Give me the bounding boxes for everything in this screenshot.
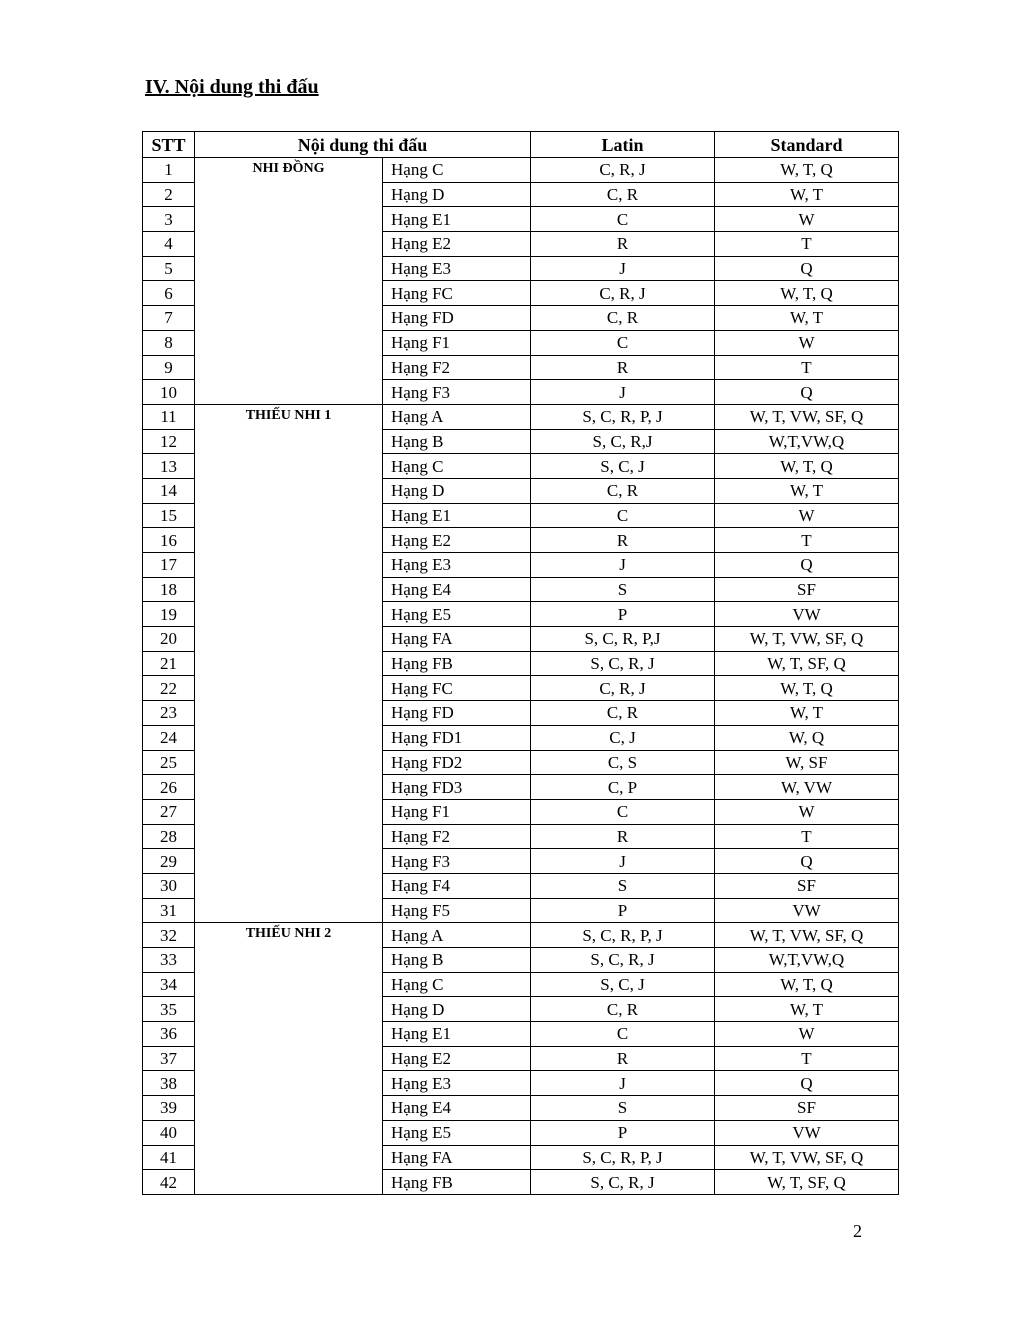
standard-cell: SF [715, 873, 899, 898]
latin-cell: C [531, 330, 715, 355]
standard-cell: W,T,VW,Q [715, 429, 899, 454]
latin-cell: C, R, J [531, 676, 715, 701]
standard-cell: T [715, 355, 899, 380]
stt-cell: 27 [143, 799, 195, 824]
latin-cell: R [531, 824, 715, 849]
stt-cell: 12 [143, 429, 195, 454]
class-cell: Hạng F2 [383, 355, 531, 380]
latin-cell: C, R [531, 306, 715, 331]
class-cell: Hạng F2 [383, 824, 531, 849]
latin-cell: S, C, R,J [531, 429, 715, 454]
standard-cell: VW [715, 1120, 899, 1145]
standard-cell: SF [715, 1096, 899, 1121]
latin-cell: S, C, R, P, J [531, 923, 715, 948]
class-cell: Hạng B [383, 948, 531, 973]
stt-cell: 14 [143, 478, 195, 503]
standard-cell: VW [715, 602, 899, 627]
standard-cell: SF [715, 577, 899, 602]
latin-cell: C [531, 503, 715, 528]
stt-cell: 24 [143, 725, 195, 750]
class-cell: Hạng E3 [383, 553, 531, 578]
class-cell: Hạng F1 [383, 330, 531, 355]
latin-cell: S, C, J [531, 972, 715, 997]
stt-cell: 32 [143, 923, 195, 948]
class-cell: Hạng F4 [383, 873, 531, 898]
class-cell: Hạng B [383, 429, 531, 454]
class-cell: Hạng FB [383, 1170, 531, 1195]
class-cell: Hạng FD [383, 306, 531, 331]
latin-cell: S, C, R, P, J [531, 1145, 715, 1170]
stt-cell: 3 [143, 207, 195, 232]
class-cell: Hạng E2 [383, 232, 531, 257]
latin-cell: P [531, 602, 715, 627]
standard-cell: T [715, 824, 899, 849]
class-cell: Hạng FD [383, 701, 531, 726]
class-cell: Hạng F3 [383, 849, 531, 874]
standard-cell: W [715, 799, 899, 824]
latin-cell: J [531, 380, 715, 405]
class-cell: Hạng E3 [383, 1071, 531, 1096]
standard-cell: W [715, 503, 899, 528]
header-content: Nội dung thi đấu [195, 132, 531, 158]
stt-cell: 5 [143, 256, 195, 281]
latin-cell: C, R, J [531, 158, 715, 183]
class-cell: Hạng FD2 [383, 750, 531, 775]
standard-cell: W [715, 207, 899, 232]
latin-cell: J [531, 553, 715, 578]
stt-cell: 29 [143, 849, 195, 874]
table-row [143, 404, 899, 429]
stt-cell: 21 [143, 651, 195, 676]
latin-cell: C, R [531, 701, 715, 726]
stt-cell: 10 [143, 380, 195, 405]
class-cell: Hạng F3 [383, 380, 531, 405]
header-stt: STT [143, 132, 195, 158]
standard-cell: W, T [715, 478, 899, 503]
class-cell: Hạng E5 [383, 1120, 531, 1145]
stt-cell: 34 [143, 972, 195, 997]
stt-cell: 2 [143, 182, 195, 207]
standard-cell: VW [715, 898, 899, 923]
class-cell: Hạng E3 [383, 256, 531, 281]
standard-cell: W [715, 330, 899, 355]
latin-cell: J [531, 849, 715, 874]
category-cell: THIẾU NHI 1 [195, 404, 383, 922]
latin-cell: J [531, 256, 715, 281]
stt-cell: 41 [143, 1145, 195, 1170]
class-cell: Hạng FB [383, 651, 531, 676]
latin-cell: C, R [531, 478, 715, 503]
stt-cell: 38 [143, 1071, 195, 1096]
stt-cell: 22 [143, 676, 195, 701]
class-cell: Hạng F1 [383, 799, 531, 824]
standard-cell: W, VW [715, 775, 899, 800]
class-cell: Hạng E2 [383, 1046, 531, 1071]
standard-cell: Q [715, 849, 899, 874]
class-cell: Hạng E4 [383, 1096, 531, 1121]
standard-cell: W,T,VW,Q [715, 948, 899, 973]
standard-cell: W, T, VW, SF, Q [715, 627, 899, 652]
stt-cell: 19 [143, 602, 195, 627]
latin-cell: P [531, 1120, 715, 1145]
class-cell: Hạng E1 [383, 207, 531, 232]
stt-cell: 31 [143, 898, 195, 923]
latin-cell: C, J [531, 725, 715, 750]
stt-cell: 37 [143, 1046, 195, 1071]
stt-cell: 6 [143, 281, 195, 306]
latin-cell: C, R, J [531, 281, 715, 306]
stt-cell: 40 [143, 1120, 195, 1145]
stt-cell: 33 [143, 948, 195, 973]
standard-cell: W, T, VW, SF, Q [715, 404, 899, 429]
latin-cell: C, P [531, 775, 715, 800]
stt-cell: 16 [143, 528, 195, 553]
latin-cell: C, R [531, 182, 715, 207]
standard-cell: T [715, 1046, 899, 1071]
category-cell: NHI ĐỒNG [195, 158, 383, 405]
standard-cell: T [715, 232, 899, 257]
standard-cell: W, T, VW, SF, Q [715, 1145, 899, 1170]
latin-cell: S, C, R, P,J [531, 627, 715, 652]
standard-cell: W, T [715, 997, 899, 1022]
class-cell: Hạng C [383, 454, 531, 479]
standard-cell: W, T, SF, Q [715, 1170, 899, 1195]
stt-cell: 20 [143, 627, 195, 652]
latin-cell: S [531, 577, 715, 602]
latin-cell: P [531, 898, 715, 923]
stt-cell: 18 [143, 577, 195, 602]
class-cell: Hạng F5 [383, 898, 531, 923]
page-number: 2 [853, 1221, 862, 1241]
standard-cell: W, T, Q [715, 454, 899, 479]
section-heading: IV. Nội dung thi đấu [145, 76, 319, 98]
latin-cell: J [531, 1071, 715, 1096]
standard-cell: T [715, 528, 899, 553]
latin-cell: S, C, R, J [531, 1170, 715, 1195]
latin-cell: C [531, 207, 715, 232]
standard-cell: W, T, Q [715, 972, 899, 997]
header-standard: Standard [715, 132, 899, 158]
class-cell: Hạng E5 [383, 602, 531, 627]
class-cell: Hạng FA [383, 1145, 531, 1170]
stt-cell: 28 [143, 824, 195, 849]
stt-cell: 4 [143, 232, 195, 257]
stt-cell: 23 [143, 701, 195, 726]
standard-cell: W, T [715, 701, 899, 726]
class-cell: Hạng C [383, 158, 531, 183]
class-cell: Hạng E1 [383, 1022, 531, 1047]
standard-cell: W, Q [715, 725, 899, 750]
header-latin: Latin [531, 132, 715, 158]
stt-cell: 8 [143, 330, 195, 355]
standard-cell: W, T, SF, Q [715, 651, 899, 676]
class-cell: Hạng FA [383, 627, 531, 652]
stt-cell: 35 [143, 997, 195, 1022]
class-cell: Hạng D [383, 478, 531, 503]
latin-cell: S, C, R, J [531, 948, 715, 973]
stt-cell: 39 [143, 1096, 195, 1121]
latin-cell: S, C, J [531, 454, 715, 479]
class-cell: Hạng A [383, 923, 531, 948]
latin-cell: R [531, 355, 715, 380]
class-cell: Hạng A [383, 404, 531, 429]
class-cell: Hạng E4 [383, 577, 531, 602]
latin-cell: S, C, R, P, J [531, 404, 715, 429]
latin-cell: R [531, 232, 715, 257]
class-cell: Hạng C [383, 972, 531, 997]
stt-cell: 42 [143, 1170, 195, 1195]
stt-cell: 26 [143, 775, 195, 800]
events-table [142, 131, 899, 1195]
stt-cell: 11 [143, 404, 195, 429]
stt-cell: 36 [143, 1022, 195, 1047]
stt-cell: 30 [143, 873, 195, 898]
standard-cell: Q [715, 256, 899, 281]
standard-cell: Q [715, 380, 899, 405]
class-cell: Hạng FD1 [383, 725, 531, 750]
class-cell: Hạng FD3 [383, 775, 531, 800]
latin-cell: C [531, 799, 715, 824]
table-header-row [143, 132, 899, 158]
table-body [143, 158, 899, 1195]
table-row [143, 923, 899, 948]
standard-cell: W, T [715, 306, 899, 331]
standard-cell: W, T, VW, SF, Q [715, 923, 899, 948]
class-cell: Hạng FC [383, 281, 531, 306]
latin-cell: C, R [531, 997, 715, 1022]
class-cell: Hạng D [383, 182, 531, 207]
latin-cell: S, C, R, J [531, 651, 715, 676]
class-cell: Hạng E1 [383, 503, 531, 528]
latin-cell: R [531, 1046, 715, 1071]
standard-cell: W [715, 1022, 899, 1047]
class-cell: Hạng E2 [383, 528, 531, 553]
stt-cell: 25 [143, 750, 195, 775]
stt-cell: 9 [143, 355, 195, 380]
standard-cell: W, T, Q [715, 281, 899, 306]
latin-cell: C [531, 1022, 715, 1047]
standard-cell: Q [715, 1071, 899, 1096]
standard-cell: W, T, Q [715, 158, 899, 183]
standard-cell: W, T, Q [715, 676, 899, 701]
latin-cell: S [531, 873, 715, 898]
stt-cell: 17 [143, 553, 195, 578]
category-cell: THIẾU NHI 2 [195, 923, 383, 1195]
standard-cell: W, T [715, 182, 899, 207]
table-row [143, 158, 899, 183]
stt-cell: 1 [143, 158, 195, 183]
class-cell: Hạng FC [383, 676, 531, 701]
stt-cell: 13 [143, 454, 195, 479]
stt-cell: 7 [143, 306, 195, 331]
standard-cell: Q [715, 553, 899, 578]
standard-cell: W, SF [715, 750, 899, 775]
class-cell: Hạng D [383, 997, 531, 1022]
stt-cell: 15 [143, 503, 195, 528]
latin-cell: C, S [531, 750, 715, 775]
latin-cell: R [531, 528, 715, 553]
latin-cell: S [531, 1096, 715, 1121]
